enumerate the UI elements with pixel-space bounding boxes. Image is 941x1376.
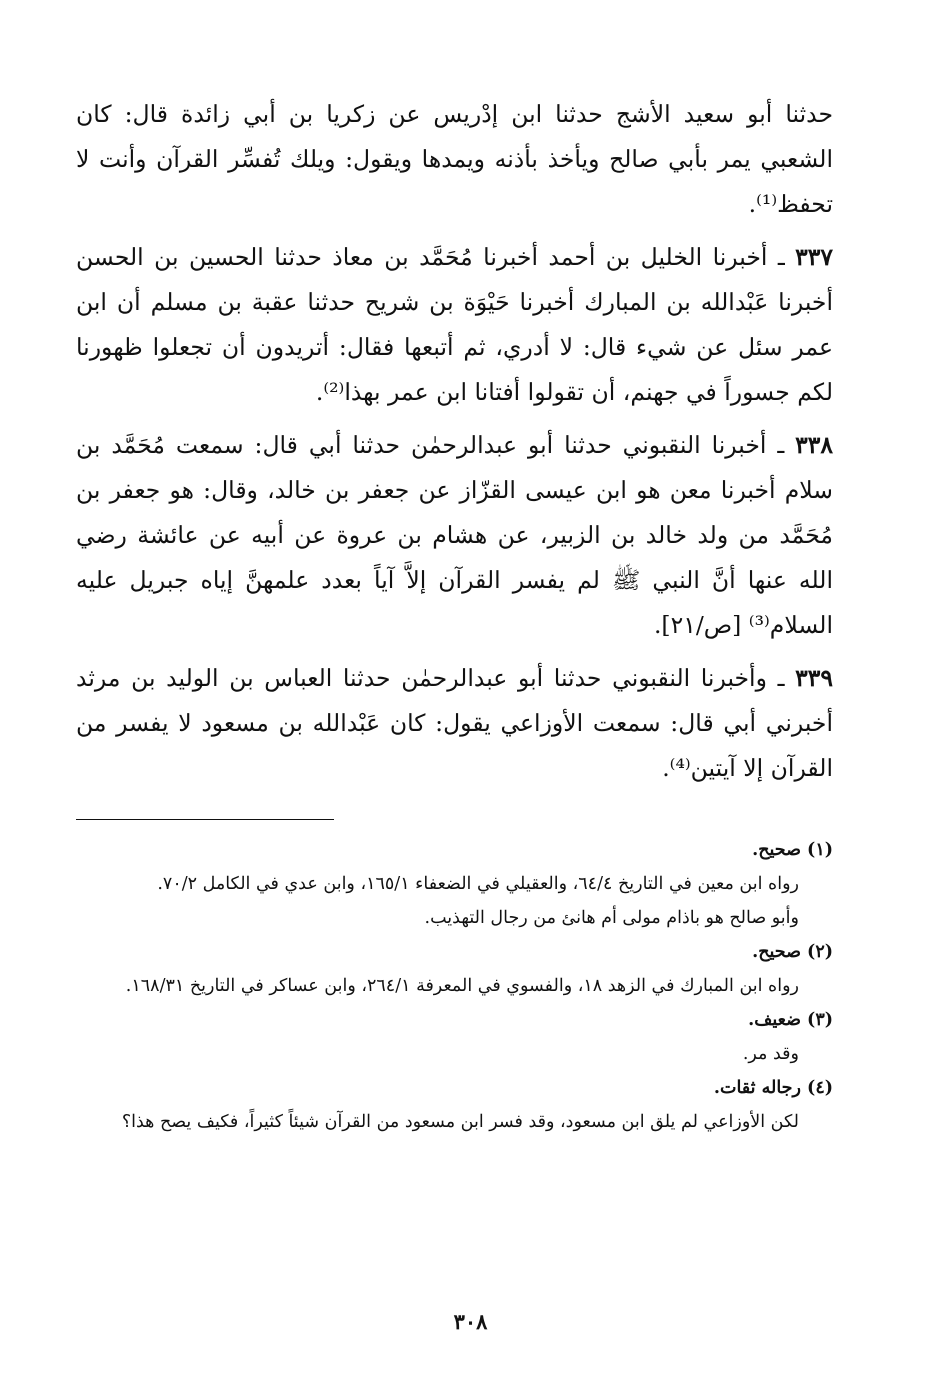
footnote-divider bbox=[76, 819, 334, 820]
paragraph-number-337: ٣٣٧ bbox=[795, 243, 833, 271]
footnote-3-text: وقد مر. bbox=[742, 1044, 799, 1064]
paragraph-338 bbox=[76, 423, 833, 648]
paragraph-number-338: ٣٣٨ bbox=[795, 431, 833, 459]
footnote-1-heading: (١) صحيح. bbox=[752, 840, 833, 860]
paragraph-intro-text: حدثنا أبو سعيد الأشج حدثنا ابن إدْريس عن زكريا بن أبي زائدة قال: كان الشعبي يمر بأبي صالح ويأخذ بأذنه ويمدها ويقول: ويلك تُفسِّر القرآن وأنت لا تحفظ⁽¹⁾. bbox=[76, 100, 833, 218]
footnote-4-text: لكن الأوزاعي لم يلق ابن مسعود، وقد فسر ابن مسعود من القرآن شيئاً كثيراً، فكيف يصح هذا؟ bbox=[121, 1112, 799, 1132]
document-page bbox=[76, 92, 833, 1336]
paragraph-337 bbox=[76, 235, 833, 415]
footnotes bbox=[76, 834, 833, 1138]
paragraph-number-339: ٣٣٩ bbox=[795, 664, 833, 692]
paragraph-339-text: ـ وأخبرنا النقبوني حدثنا أبو عبدالرحمٰن حدثنا العباس بن الوليد بن مرثد أخبرني أبي قال: سمعت الأوزاعي يقول: كان عَبْدالله بن مسعود لا يفسر من القرآن إلا آيتين⁽⁴⁾. bbox=[76, 664, 833, 782]
paragraph-337-text: ـ أخبرنا الخليل بن أحمد أخبرنا مُحَمَّد بن معاذ حدثنا الحسين بن الحسن أخبرنا عَبْدالله بن المبارك أخبرنا حَيْوَة بن شريح حدثنا عقبة بن مسلم أن ابن عمر سئل عن شيء قال: لا أدري، ثم أتبعها فقال: أتريدون أن تجعلوا ظهورنا لكم جسوراً في جهنم، أن تقولوا أفتانا ابن عمر بهذا⁽²⁾. bbox=[76, 243, 833, 406]
footnote-4-heading: (٤) رجاله ثقات. bbox=[713, 1078, 833, 1098]
paragraph-intro bbox=[76, 92, 833, 227]
footnote-2-text: رواه ابن المبارك في الزهد ١٨، والفسوي في المعرفة ٢٦٤/١، وابن عساكر في التاريخ ١٦٨/٣١. bbox=[125, 976, 799, 996]
footnote-1-note: وأبو صالح هو باذام مولى أم هانئ من رجال التهذيب. bbox=[424, 908, 799, 928]
footnote-1-text: رواه ابن معين في التاريخ ٦٤/٤، والعقيلي في الضعفاء ١٦٥/١، وابن عدي في الكامل ٧٠/٢. bbox=[157, 874, 799, 894]
main-text bbox=[76, 92, 833, 791]
footnote-3-heading: (٣) ضعيف. bbox=[748, 1010, 833, 1030]
paragraph-338-text: ـ أخبرنا النقبوني حدثنا أبو عبدالرحمٰن حدثنا أبي قال: سمعت مُحَمَّد بن سلام أخبرنا معن هو ابن عيسى القزّاز عن جعفر بن خالد، وقال: هو جعفر بن مُحَمَّد من ولد خالد بن الزبير، عن هشام بن عروة عن أبيه عن عائشة رضي الله عنها أنَّ النبي ﷺ لم يفسر القرآن إلاَّ آياً بعدد علمهنَّ إياه جبريل عليه السلام⁽³⁾ [ص/٢١]. bbox=[76, 431, 833, 639]
paragraph-339 bbox=[76, 656, 833, 791]
page-number: ٣٠٨ bbox=[453, 1309, 488, 1334]
footnote-2-heading: (٢) صحيح. bbox=[752, 942, 833, 962]
